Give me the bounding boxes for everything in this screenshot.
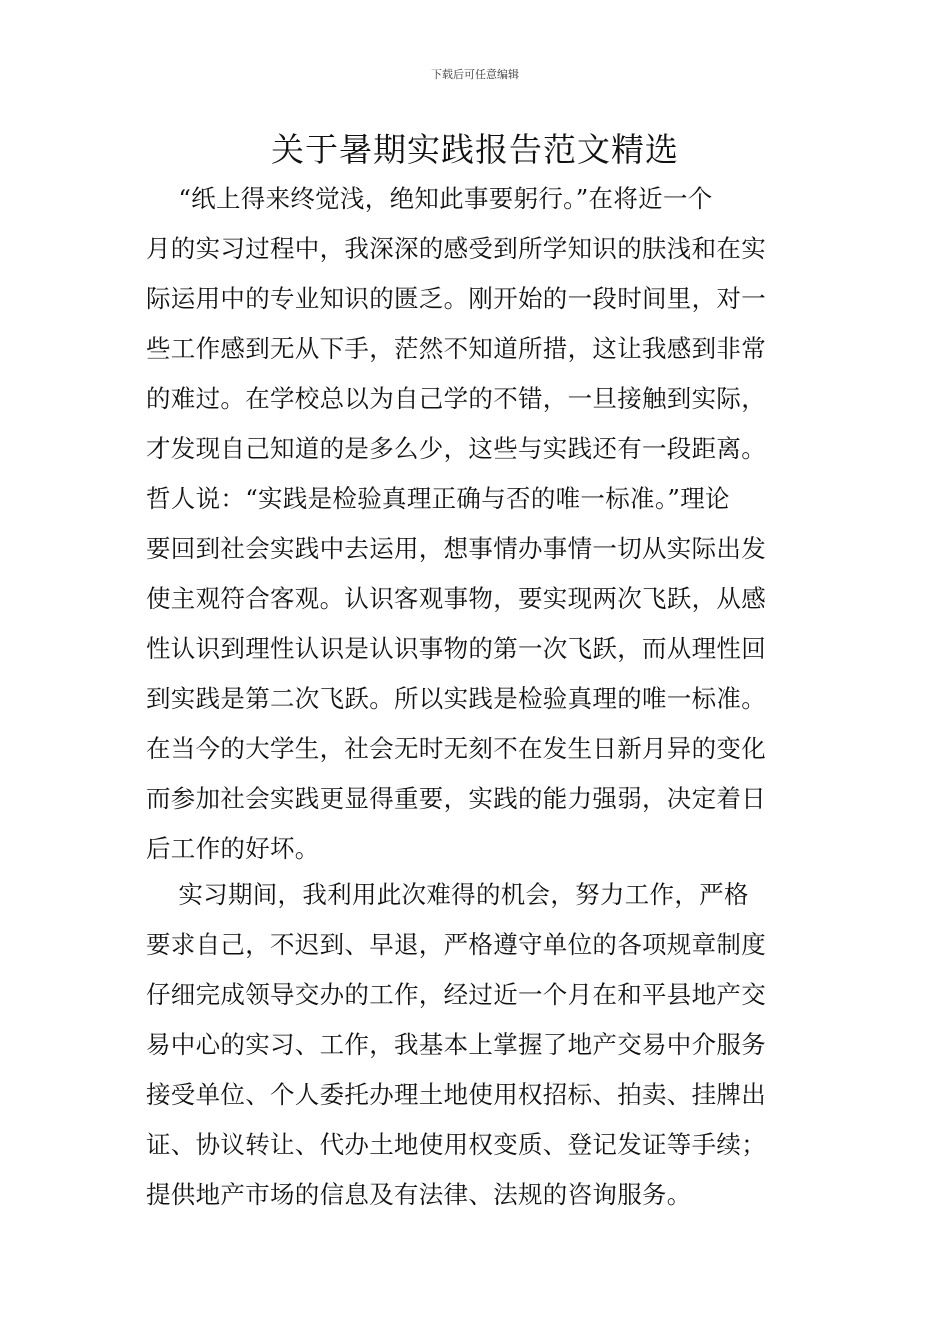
- paragraph-line: 实习期间，我利用此次难得的机会，努力工作，严格: [146, 880, 749, 909]
- header-note: 下载后可任意编辑: [431, 68, 519, 81]
- paragraph-line: 要回到社会实践中去运用，想事情办事情一切从实际出发: [146, 534, 766, 563]
- paragraph-line: 证、协议转让、代办土地使用权变质、登记发证等手续；: [146, 1130, 766, 1159]
- document-title: 关于暑期实践报告范文精选: [271, 130, 679, 169]
- paragraph-line: 在当今的大学生，社会无时无刻不在发生日新月异的变化: [146, 734, 766, 763]
- paragraph-line: 到实践是第二次飞跃。所以实践是检验真理的唯一标准。: [146, 684, 766, 713]
- paragraph-line: 哲人说：“实践是检验真理正确与否的唯一标准。”理论: [146, 484, 730, 513]
- paragraph-line: 际运用中的专业知识的匮乏。刚开始的一段时间里，对一: [146, 284, 766, 313]
- paragraph-line: 后工作的好坏。: [146, 834, 320, 863]
- paragraph-2: [146, 870, 810, 1220]
- paragraph-line: 接受单位、个人委托办理土地使用权招标、拍卖、挂牌出: [146, 1080, 766, 1109]
- paragraph-line: “纸上得来终觉浅，绝知此事要躬行。”在将近一个: [146, 184, 713, 213]
- paragraph-line: 使主观符合客观。认识客观事物，要实现两次飞跃，从感: [146, 584, 766, 613]
- paragraph-line: 性认识到理性认识是认识事物的第一次飞跃，而从理性回: [146, 634, 766, 663]
- paragraph-line: 而参加社会实践更显得重要，实践的能力强弱，决定着日: [146, 784, 766, 813]
- paragraph-line: 要求自己，不迟到、早退，严格遵守单位的各项规章制度: [146, 930, 766, 959]
- paragraph-line: 易中心的实习、工作，我基本上掌握了地产交易中介服务: [146, 1030, 766, 1059]
- paragraph-line: 提供地产市场的信息及有法律、法规的咨询服务。: [146, 1180, 692, 1209]
- paragraph-line: 才发现自己知道的是多么少，这些与实践还有一段距离。: [146, 434, 766, 463]
- paragraph-line: 月的实习过程中，我深深的感受到所学知识的肤浅和在实: [146, 234, 766, 263]
- paragraph-1: [146, 174, 810, 874]
- paragraph-line: 的难过。在学校总以为自己学的不错，一旦接触到实际，: [146, 384, 766, 413]
- paragraph-line: 些工作感到无从下手，茫然不知道所措，这让我感到非常: [146, 334, 766, 363]
- paragraph-line: 仔细完成领导交办的工作，经过近一个月在和平县地产交: [146, 980, 766, 1009]
